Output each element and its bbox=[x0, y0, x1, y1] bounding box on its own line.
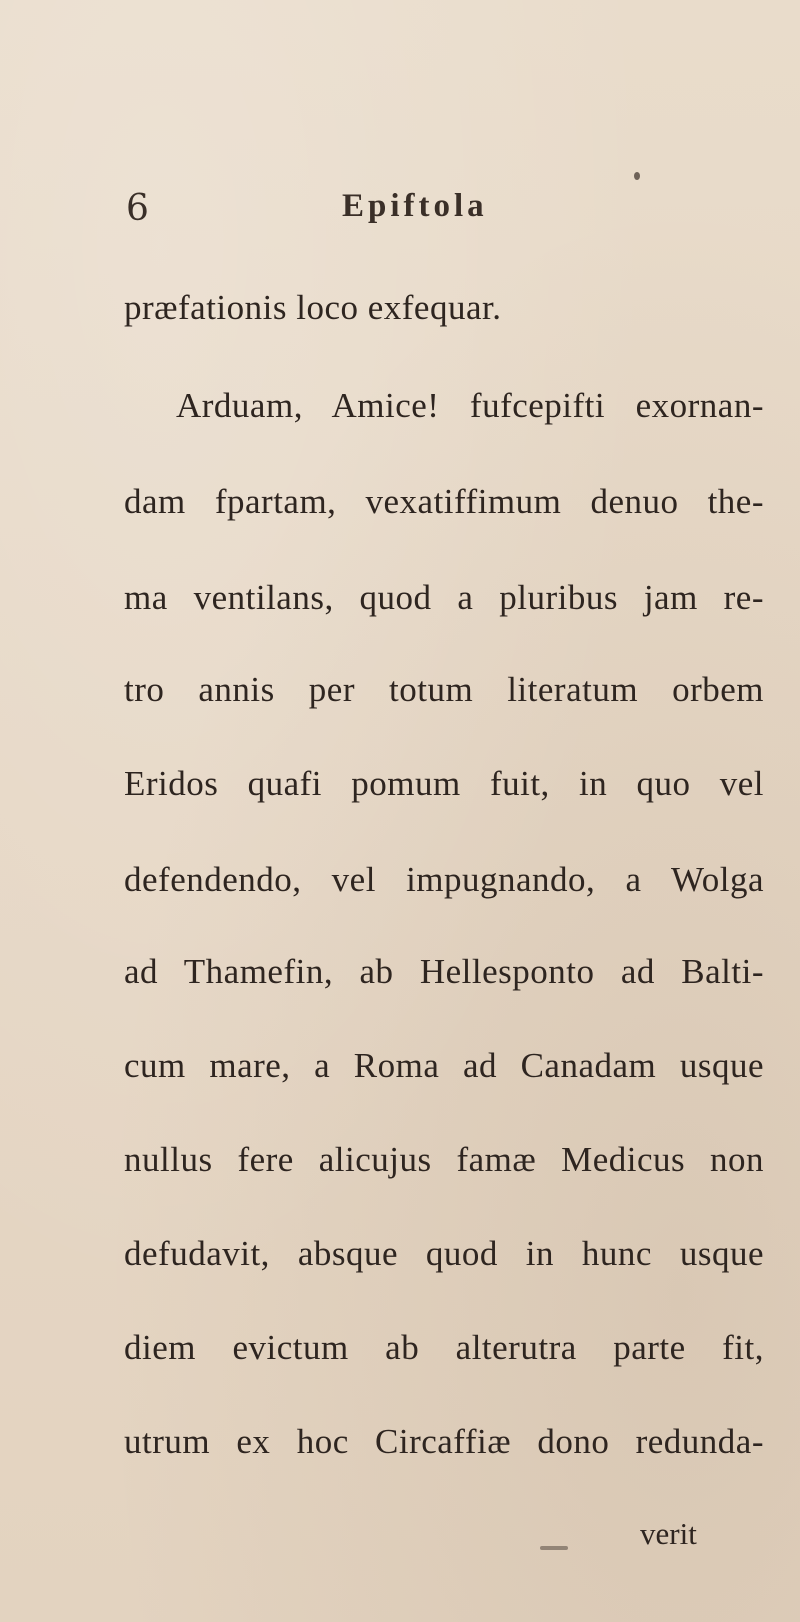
running-head: Epiftola bbox=[342, 188, 488, 224]
text-line: dam fpartam, vexatiffimum denuo the- bbox=[124, 482, 764, 521]
text-line: præfationis loco exfequar. bbox=[124, 288, 502, 327]
page-number: 6 bbox=[126, 188, 149, 229]
text-line: defendendo, vel impugnando, a Wolga bbox=[124, 860, 764, 899]
text-line: utrum ex hoc Circaffiæ dono redunda- bbox=[124, 1422, 764, 1461]
ink-smudge bbox=[540, 1546, 568, 1550]
ink-speck bbox=[634, 172, 640, 180]
text-line: nullus fere alicujus famæ Medicus non bbox=[124, 1140, 764, 1179]
text-line: Arduam, Amice! fufcepifti exornan- bbox=[176, 386, 764, 425]
text-line: defudavit, absque quod in hunc usque bbox=[124, 1234, 764, 1273]
page-header bbox=[0, 180, 800, 240]
text-line: cum mare, a Roma ad Canadam usque bbox=[124, 1046, 764, 1085]
catchword: verit bbox=[640, 1516, 697, 1551]
text-line: diem evictum ab alterutra parte fit, bbox=[124, 1328, 764, 1367]
text-line: tro annis per totum literatum orbem bbox=[124, 670, 764, 709]
text-line: ma ventilans, quod a pluribus jam re- bbox=[124, 578, 764, 617]
text-line: ad Thamefin, ab Hellesponto ad Balti- bbox=[124, 952, 764, 991]
text-line: Eridos quafi pomum fuit, in quo vel bbox=[124, 764, 764, 803]
